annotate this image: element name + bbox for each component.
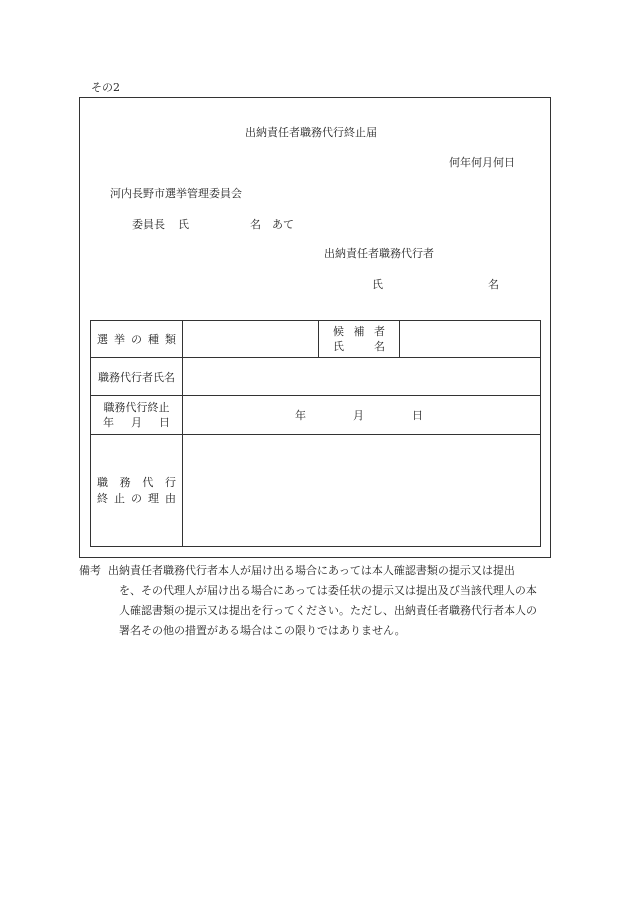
chair-mei: 名	[250, 218, 261, 231]
end-date-label-line1: 職務代行終止	[103, 401, 170, 414]
notes-line1: 備考 出納責任者職務代行者本人が届け出る場合にあっては本人確認書類の提示又は提出	[79, 564, 515, 577]
sender-mei: 名	[488, 278, 499, 291]
row-reason	[91, 435, 541, 547]
row-election	[91, 321, 541, 358]
sender-role: 出納責任者職務代行者	[324, 247, 434, 260]
reason-field[interactable]	[183, 435, 541, 547]
row-agent-name	[91, 358, 541, 396]
date-day-unit: 日	[412, 409, 423, 422]
reason-label-line2: 終 止 の 理 由	[97, 491, 176, 505]
candidate-name-field[interactable]	[400, 321, 541, 358]
agent-name-label: 職務代行者氏名	[91, 358, 183, 396]
end-date-label-line2: 年 月 日	[103, 416, 170, 429]
date-line: 何年何月何日	[449, 156, 515, 169]
notes-line2: を、その代理人が届け出る場合にあっては委任状の提示又は提出及び当該代理人の本	[119, 584, 537, 597]
election-type-label: 選 挙 の 種 類	[97, 333, 176, 346]
end-date-label-cell	[91, 396, 183, 435]
reason-label-line1: 職 務 代 行	[97, 475, 176, 489]
notes-line4: 署名その他の措置がある場合はこの限りではありません。	[119, 624, 406, 637]
notes-label: 備考	[79, 564, 101, 577]
notes-line3: 人確認書類の提示又は提出を行ってください。ただし、出納責任者職務代行者本人の	[119, 604, 537, 617]
form-table	[90, 320, 541, 547]
chair-ate: あて	[272, 218, 294, 231]
notes	[79, 561, 554, 641]
reason-label-cell	[91, 435, 183, 547]
addressee: 河内長野市選挙管理委員会	[110, 187, 242, 200]
row-end-date	[91, 396, 541, 435]
election-type-field[interactable]	[183, 321, 319, 358]
form-title: 出納責任者職務代行終止届	[245, 126, 377, 139]
date-month-unit: 月	[353, 409, 364, 422]
election-type-label-cell	[91, 321, 183, 358]
end-date-field[interactable]	[183, 396, 541, 435]
date-year-unit: 年	[295, 409, 306, 422]
candidate-label-line1: 候 補 者	[333, 325, 385, 338]
candidate-label-cell	[319, 321, 400, 358]
agent-name-field[interactable]	[183, 358, 541, 396]
page-label: その2	[91, 81, 120, 94]
chair-prefix: 委員長	[132, 218, 165, 231]
sender-shi: 氏	[372, 278, 383, 291]
chair-shi: 氏	[178, 218, 189, 231]
candidate-label-line2: 氏 名	[333, 340, 385, 353]
